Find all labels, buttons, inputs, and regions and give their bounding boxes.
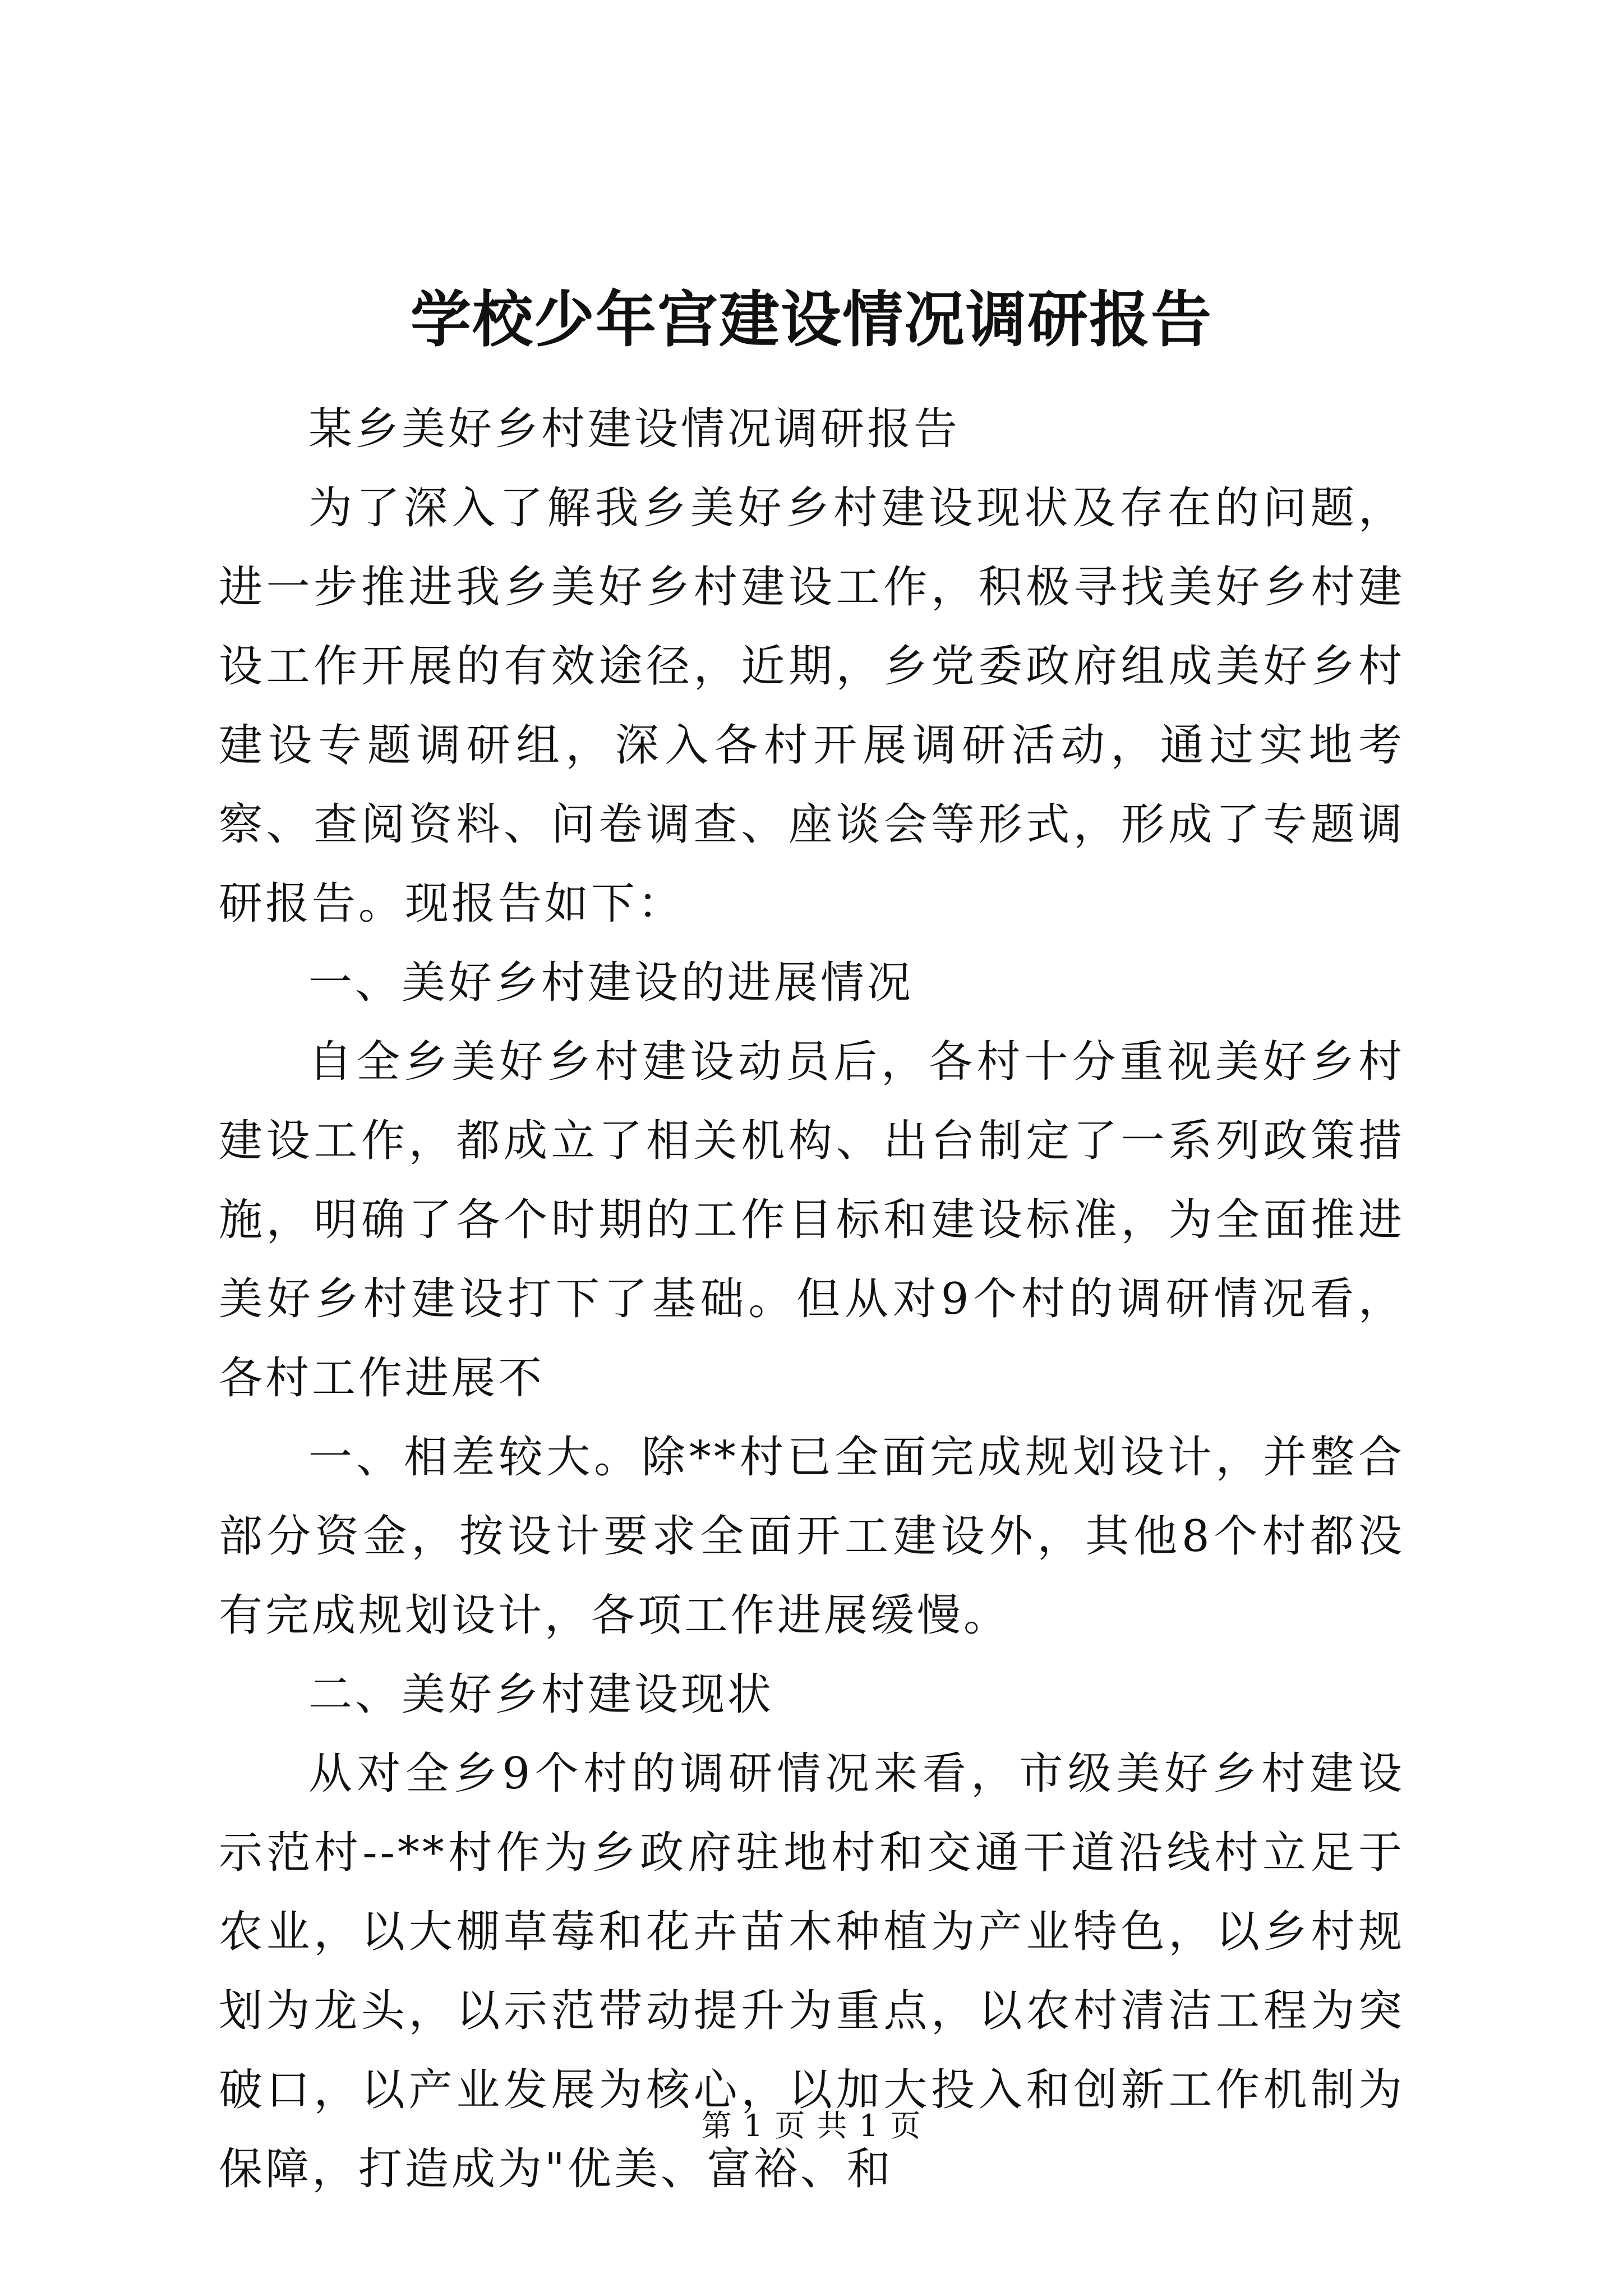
status-paragraph: 从对全乡9个村的调研情况来看，市级美好乡村建设示范村--**村作为乡政府驻地村和交通干道沿线村立足于农业，以大棚草莓和花卉苗木种植为产业特色，以乡村规划为龙头，以示范带动提升为重点，以农村清洁工程为突破口，以产业发展为核心，以加大投入和创新工作机制为保障，打造成为"优美、富裕、和 <box>219 1749 1405 2194</box>
section-heading-status: 二、美好乡村建设现状 <box>308 1669 774 1720</box>
page-footer: 第 1 页 共 1 页 <box>701 2108 922 2143</box>
section-heading-progress: 一、美好乡村建设的进展情况 <box>308 958 914 1008</box>
progress-paragraph: 自全乡美好乡村建设动员后，各村十分重视美好乡村建设工作，都成立了相关机构、出台制定了一系列政策措施，明确了各个时期的工作目标和建设标准，为全面推进美好乡村建设打下了基础。但从对9个村的调研情况看，各村工作进展不 <box>219 1037 1405 1404</box>
intro-paragraph: 为了深入了解我乡美好乡村建设现状及存在的问题，进一步推进我乡美好乡村建设工作，积极寻找美好乡村建设工作开展的有效途径，近期，乡党委政府组成美好乡村建设专题调研组，深入各村开展调研活动，通过实地考察、查阅资料、问卷调查、座谈会等形式，形成了专题调研报告。现报告如下： <box>219 483 1405 929</box>
difference-paragraph: 一、相差较大。除**村已全面完成规划设计，并整合部分资金，按设计要求全面开工建设外，其他8个村都没有完成规划设计，各项工作进展缓慢。 <box>219 1432 1405 1641</box>
subtitle-paragraph: 某乡美好乡村建设情况调研报告 <box>308 404 961 454</box>
document-title: 学校少年宫建设情况调研报告 <box>410 284 1212 355</box>
document-body <box>219 390 1405 2209</box>
